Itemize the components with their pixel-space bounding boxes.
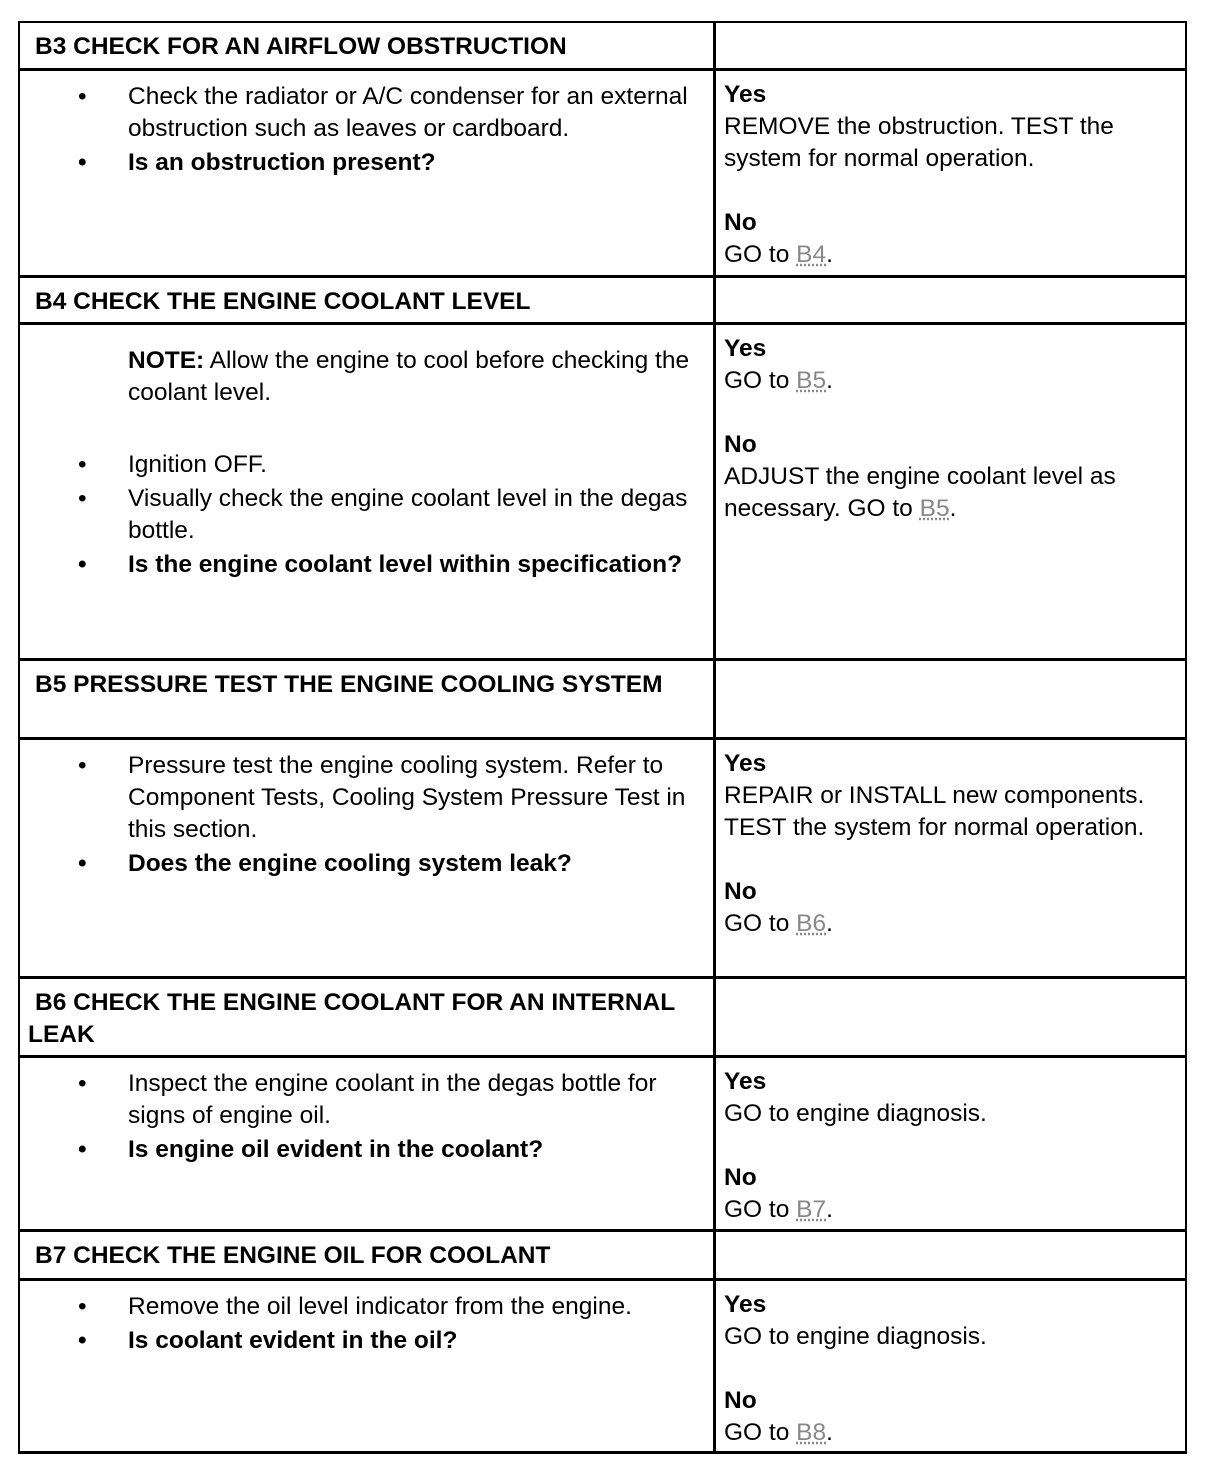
yes-label: Yes bbox=[724, 1068, 767, 1095]
step-header-row bbox=[20, 661, 1187, 740]
instruction-item: • Visually check the engine coolant level in the degas bottle. bbox=[128, 483, 703, 547]
step-link[interactable]: B6 bbox=[796, 910, 827, 937]
question-item: • Is coolant evident in the oil? bbox=[128, 1325, 703, 1357]
instruction-item: • Remove the oil level indicator from the engine. bbox=[128, 1291, 703, 1323]
no-label: No bbox=[724, 209, 757, 236]
procedure-cell bbox=[20, 1281, 716, 1451]
no-action: GO to B8. bbox=[724, 1419, 833, 1446]
result-cell bbox=[716, 740, 1187, 976]
question-item: • Is an obstruction present? bbox=[128, 147, 703, 179]
result-cell bbox=[716, 1281, 1187, 1451]
procedure-cell bbox=[20, 1058, 716, 1229]
yes-label: Yes bbox=[724, 335, 767, 362]
yes-action: GO to B5. bbox=[724, 367, 833, 394]
question-item: • Is engine oil evident in the coolant? bbox=[128, 1134, 703, 1166]
no-label: No bbox=[724, 1164, 757, 1191]
step-header-row bbox=[20, 1232, 1187, 1281]
step-link[interactable]: B5 bbox=[796, 367, 827, 394]
step-body-row bbox=[20, 71, 1187, 278]
yes-action: REPAIR or INSTALL new components. TEST the system for normal operation. bbox=[724, 782, 1145, 841]
result-cell bbox=[716, 325, 1187, 658]
step-link[interactable]: B8 bbox=[796, 1419, 827, 1446]
instruction-item: • Pressure test the engine cooling system. Refer to Component Tests, Cooling System Pressure Test in this section. bbox=[128, 750, 703, 846]
no-action: ADJUST the engine coolant level as necessary. GO to B5. bbox=[724, 463, 1116, 522]
question-item: • Does the engine cooling system leak? bbox=[128, 848, 703, 880]
yes-action: REMOVE the obstruction. TEST the system for normal operation. bbox=[724, 113, 1114, 172]
no-action: GO to B6. bbox=[724, 910, 833, 937]
result-cell bbox=[716, 71, 1187, 275]
note: NOTE: Allow the engine to cool before checking the coolant level. bbox=[128, 347, 690, 406]
step-title: B7 CHECK THE ENGINE OIL FOR COOLANT bbox=[20, 1232, 716, 1278]
procedure-cell bbox=[20, 325, 716, 658]
step-header-row bbox=[20, 278, 1187, 325]
step-body-row bbox=[20, 325, 1187, 661]
step-header-row bbox=[20, 23, 1187, 71]
step-title: B3 CHECK FOR AN AIRFLOW OBSTRUCTION bbox=[20, 23, 716, 68]
yes-label: Yes bbox=[724, 750, 767, 777]
instruction-item: • Inspect the engine coolant in the degas bottle for signs of engine oil. bbox=[128, 1068, 703, 1132]
empty-cell bbox=[716, 278, 1187, 322]
procedure-cell bbox=[20, 71, 716, 275]
empty-cell bbox=[716, 979, 1187, 1055]
empty-cell bbox=[716, 661, 1187, 737]
yes-label: Yes bbox=[724, 81, 767, 108]
instruction-item: • Check the radiator or A/C condenser for an external obstruction such as leaves or cardboard. bbox=[128, 81, 703, 145]
procedure-cell bbox=[20, 740, 716, 976]
yes-label: Yes bbox=[724, 1291, 767, 1318]
no-action: GO to B4. bbox=[724, 241, 833, 268]
no-action: GO to B7. bbox=[724, 1196, 833, 1223]
instruction-item: • Ignition OFF. bbox=[128, 449, 703, 481]
result-cell bbox=[716, 1058, 1187, 1229]
step-link[interactable]: B7 bbox=[796, 1196, 827, 1223]
empty-cell bbox=[716, 23, 1187, 68]
question-item: • Is the engine coolant level within specification? bbox=[128, 549, 703, 581]
step-title: B4 CHECK THE ENGINE COOLANT LEVEL bbox=[20, 278, 716, 322]
step-link[interactable]: B4 bbox=[796, 241, 827, 268]
step-body-row bbox=[20, 1281, 1187, 1454]
no-label: No bbox=[724, 1387, 757, 1414]
yes-action: GO to engine diagnosis. bbox=[724, 1323, 987, 1350]
no-label: No bbox=[724, 878, 757, 905]
step-body-row bbox=[20, 740, 1187, 979]
step-title: B5 PRESSURE TEST THE ENGINE COOLING SYSTEM bbox=[20, 661, 716, 737]
step-link[interactable]: B5 bbox=[919, 495, 950, 522]
no-label: No bbox=[724, 431, 757, 458]
empty-cell bbox=[716, 1232, 1187, 1278]
step-header-row bbox=[20, 979, 1187, 1058]
step-title: B6 CHECK THE ENGINE COOLANT FOR AN INTERNAL LEAK bbox=[20, 979, 716, 1055]
diagnostic-table bbox=[18, 21, 1187, 1454]
step-body-row bbox=[20, 1058, 1187, 1232]
yes-action: GO to engine diagnosis. bbox=[724, 1100, 987, 1127]
